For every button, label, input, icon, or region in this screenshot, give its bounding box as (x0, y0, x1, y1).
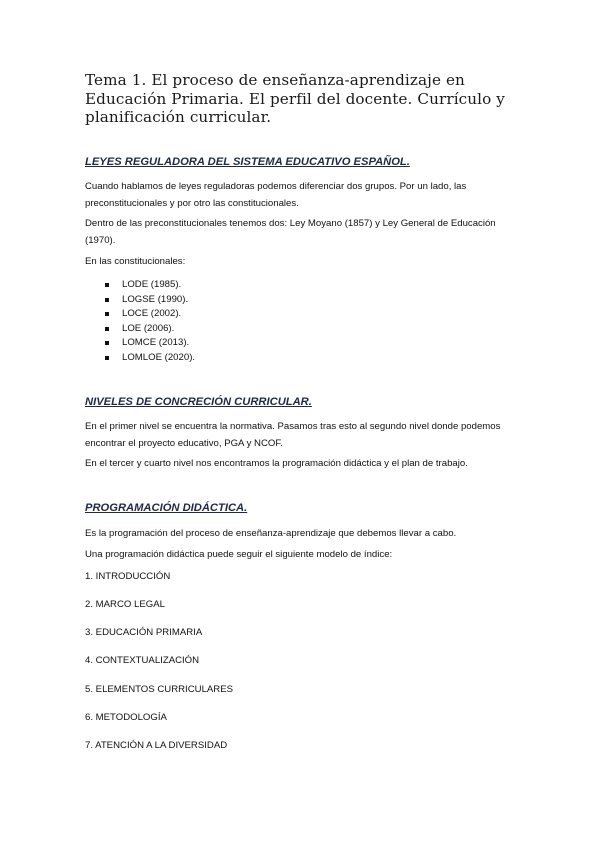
bullet-square-icon (105, 341, 109, 345)
bullet-square-icon (105, 356, 109, 360)
document-title: Tema 1. El proceso de enseñanza-aprendizaje en Educación Primaria. El perfil del docente. Currículo y planificación curricular. (85, 71, 505, 126)
bullet-square-icon (105, 298, 109, 302)
paragraph-definicion: Es la programación del proceso de enseñanza-aprendizaje que debemos llevar a cabo. (85, 528, 457, 539)
section-heading-leyes: LEYES REGULADORA DEL SISTEMA EDUCATIVO ESPAÑOL. (85, 156, 410, 168)
paragraph-tercer-nivel: En el tercer y cuarto nivel nos encontramos la programación didáctica y el plan de trabajo. (85, 458, 468, 469)
bullet-square-icon (105, 312, 109, 316)
bullet-square-icon (105, 327, 109, 331)
index-item: 3. EDUCACIÓN PRIMARIA (85, 627, 203, 638)
laws-list (105, 278, 195, 365)
paragraph-preconstitucionales: Dentro de las preconstitucionales tenemos dos: Ley Moyano (1857) y Ley General de Educación (1970). (85, 218, 496, 246)
paragraph-grupos: Cuando hablamos de leyes reguladoras podemos diferenciar dos grupos. Por un lado, las preconstitucionales y por otro las constitucionales. (85, 181, 467, 209)
list-item: LOMCE (2013). (105, 336, 195, 351)
list-item: LOCE (2002). (105, 307, 195, 322)
section-heading-niveles: NIVELES DE CONCRECIÓN CURRICULAR. (85, 396, 312, 408)
index-item: 1. INTRODUCCIÓN (85, 571, 171, 582)
list-item: LOGSE (1990). (105, 293, 195, 308)
bullet-square-icon (105, 283, 109, 287)
paragraph-niveles: En el primer nivel se encuentra la normativa. Pasamos tras esto al segundo nivel donde podemos encontrar el proyecto educativo, PGA y NCOF. (85, 421, 501, 449)
list-item: LOE (2006). (105, 322, 195, 337)
index-item: 7. ATENCIÓN A LA DIVERSIDAD (85, 740, 228, 751)
list-item: LOMLOE (2020). (105, 351, 195, 366)
index-item: 4. CONTEXTUALIZACIÓN (85, 655, 200, 666)
section-heading-programacion: PROGRAMACIÓN DIDÁCTICA. (85, 502, 248, 514)
index-item: 6. METODOLOGÍA (85, 712, 167, 723)
paragraph-constitucionales: En las constitucionales: (85, 256, 186, 267)
index-item: 5. ELEMENTOS CURRICULARES (85, 684, 234, 695)
paragraph-modelo-indice: Una programación didáctica puede seguir el siguiente modelo de índice: (85, 549, 393, 560)
list-item: LODE (1985). (105, 278, 195, 293)
index-item: 2. MARCO LEGAL (85, 599, 165, 610)
